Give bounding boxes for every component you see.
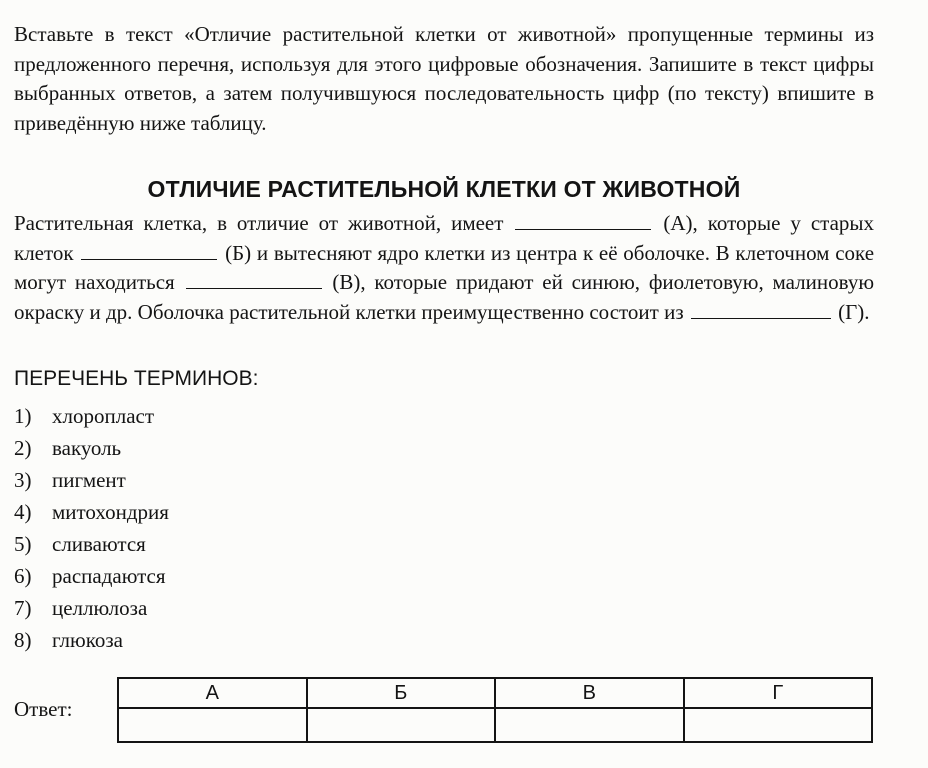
answer-input-row <box>118 708 872 742</box>
term-text: пигмент <box>52 468 126 492</box>
blank-g-label: (Г). <box>838 299 870 324</box>
answer-column-g: Г <box>684 678 873 708</box>
answer-cell-b[interactable] <box>307 708 496 742</box>
term-number: 6) <box>14 564 32 588</box>
passage-part-3: и вытесняют ядро клетки из центра к её оболочке. В клеточном соке могут находиться <box>14 240 875 294</box>
passage-part-1: Растительная клетка, в отличие от животной, имеет <box>14 211 504 235</box>
blank-a[interactable] <box>515 210 651 230</box>
term-number: 3) <box>14 468 32 492</box>
answer-cell-v[interactable] <box>495 708 684 742</box>
blank-b-label: (Б) <box>225 240 252 265</box>
terms-list-heading: ПЕРЕЧЕНЬ ТЕРМИНОВ: <box>14 367 259 390</box>
passage-part-2: которые у старых клеток <box>14 211 875 265</box>
passage-title: ОТЛИЧИЕ РАСТИТЕЛЬНОЙ КЛЕТКИ ОТ ЖИВОТНОЙ <box>147 176 741 202</box>
term-text: сливаются <box>52 532 146 556</box>
list-item <box>14 466 169 498</box>
list-item <box>14 594 169 626</box>
term-number: 8) <box>14 628 32 652</box>
answer-label: Ответ: <box>14 697 73 721</box>
answer-column-a: А <box>118 678 307 708</box>
answer-table <box>117 677 873 743</box>
term-number: 7) <box>14 596 32 620</box>
term-number: 5) <box>14 532 32 556</box>
passage-text <box>14 209 874 327</box>
answer-header-row <box>118 678 872 708</box>
answer-cell-g[interactable] <box>684 708 873 742</box>
list-item <box>14 562 169 594</box>
term-number: 2) <box>14 436 32 460</box>
blank-g[interactable] <box>691 299 831 319</box>
term-text: хлоропласт <box>52 404 155 428</box>
list-item <box>14 434 169 466</box>
list-item <box>14 626 169 658</box>
blank-a-label: (А), <box>663 211 698 235</box>
blank-v-label: (В), <box>332 270 366 294</box>
task-instruction: Вставьте в текст «Отличие растительной клетки от животной» пропущенные термины из предложенного перечня, используя для этого цифровые обозначения. Запишите в текст цифры выбранных ответов, а затем получившуюся последовательность цифр (по тексту) впишите в приведённую ниже таблицу. <box>14 22 874 135</box>
list-item <box>14 402 169 434</box>
blank-b[interactable] <box>81 240 217 260</box>
term-text: целлюлоза <box>52 596 148 620</box>
terms-list <box>14 402 169 658</box>
term-text: распадаются <box>52 564 166 588</box>
passage-part-4: которые придают ей синюю, фиолетовую, малиновую окраску и др. Оболочка растительной клетки преимущественно состоит из <box>14 270 875 324</box>
list-item <box>14 530 169 562</box>
term-number: 1) <box>14 404 32 428</box>
term-text: вакуоль <box>52 436 122 460</box>
list-item <box>14 498 169 530</box>
answer-cell-a[interactable] <box>118 708 307 742</box>
answer-column-v: В <box>495 678 684 708</box>
term-number: 4) <box>14 500 32 524</box>
answer-column-b: Б <box>307 678 496 708</box>
term-text: глюкоза <box>52 628 123 652</box>
term-text: митохондрия <box>52 500 169 524</box>
blank-v[interactable] <box>186 269 322 289</box>
